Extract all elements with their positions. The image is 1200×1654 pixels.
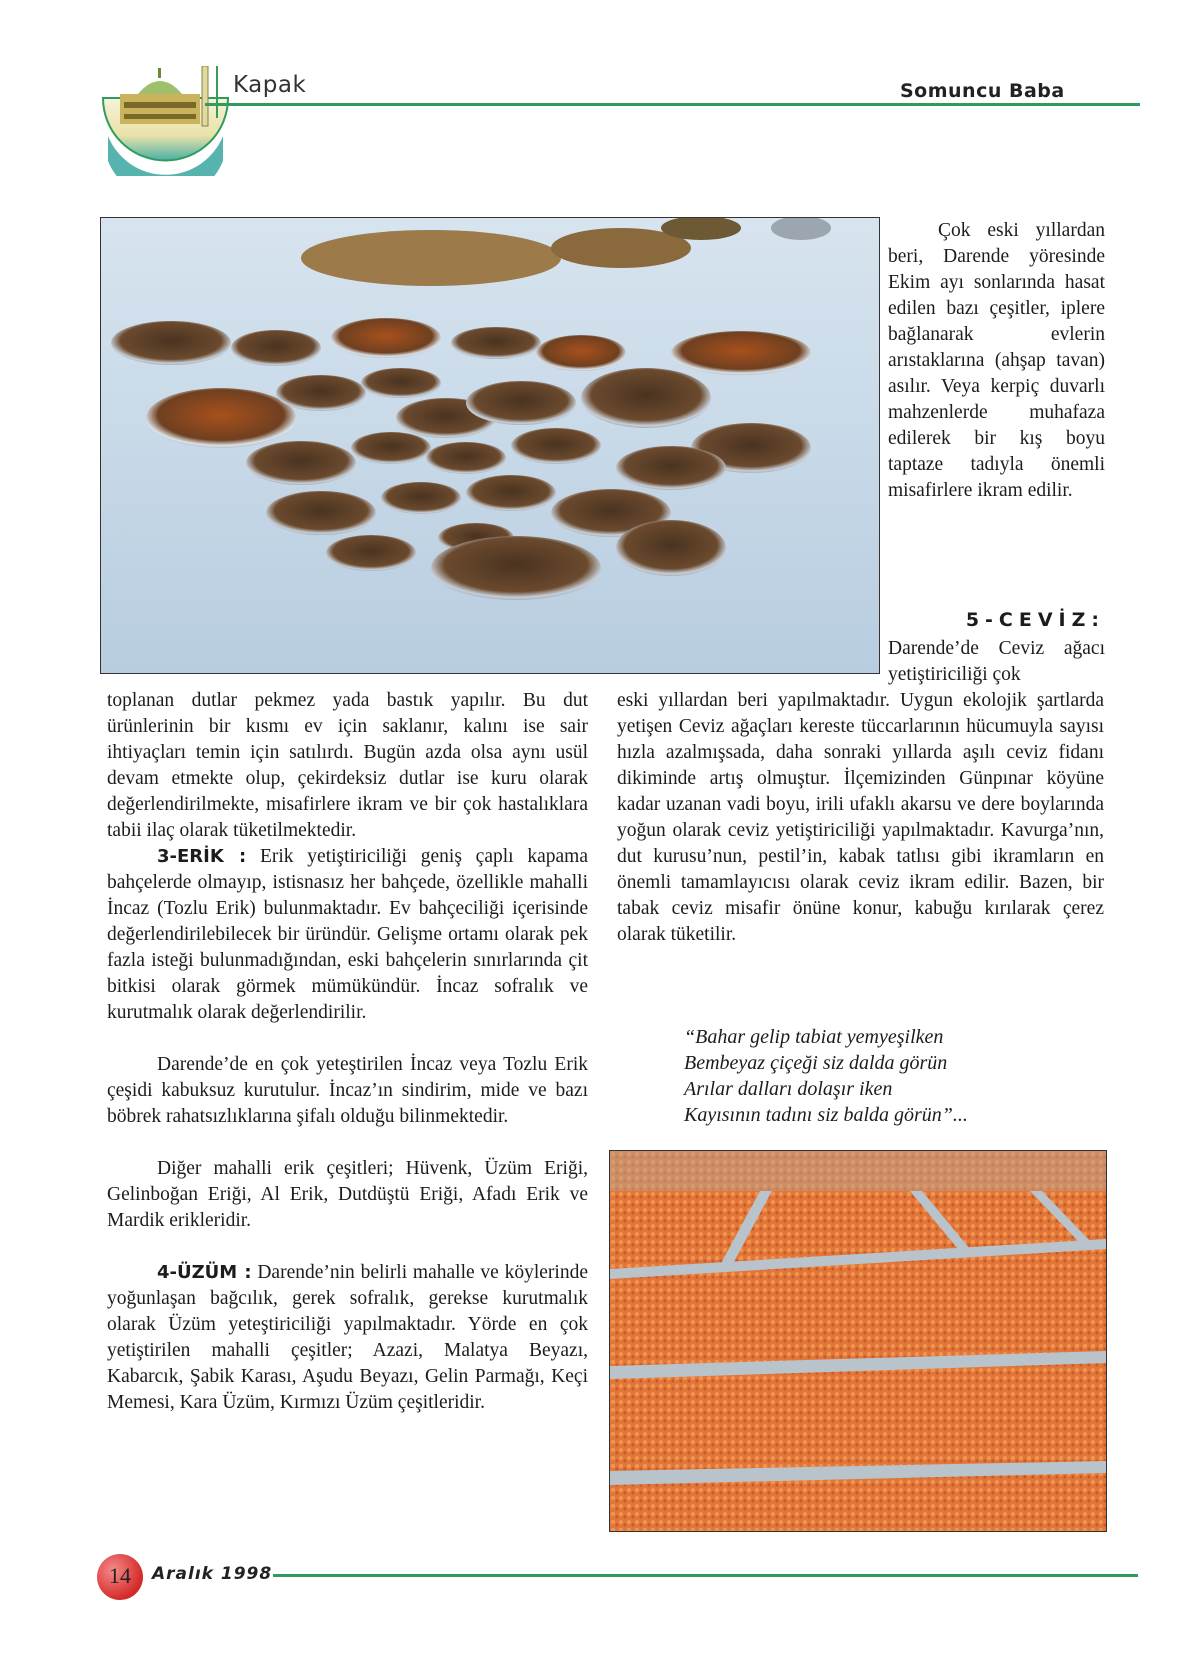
mosque-logo [98,66,233,176]
mulberry-paragraph: toplanan dutlar pekmez yada bastık yapılır. Bu dut ürünlerinin bir kısmı ev için saklanır, kalını ise sair ihtiyaçları temin için satılırdı. Bugün azda olsa aynı usül devam etmekte olup, çekirdeksiz dutlar ise kuru olarak değerlendirilmekte, misafirlere ikram ve bir çok hastalıklara tabii ilaç olarak tüketilmektedir. [107,690,588,841]
poem-line: Bembeyaz çiçeği siz dalda görün [684,1052,948,1074]
uzum-paragraph [107,1260,588,1416]
section-heading-ceviz: 5-CEVİZ: [965,609,1105,631]
poem-line: Kayısının tadını siz balda görün”... [684,1104,968,1126]
ceviz-lead-text: Darende’de Ceviz ağacı yetiştiriciliği çok [888,638,1105,685]
header-tick [216,66,218,118]
erik-paragraph [107,844,588,1026]
poem-line: Arılar dalları dolaşır iken [684,1078,893,1100]
poem-line: “Bahar gelip tabiat yemyeşilken [684,1026,944,1048]
uzum-text: Darende’nin belirli mahalle ve köylerinde yoğunlaşan bağcılık, gerek sofralık, gerekse kurutmalık olarak Üzüm yeteştiriciliği yapılmaktadır. Yörde en çok yetiştirilen mahalli çeşitler; Azazi, Malatya Beyazı, Kabarcık, Şabik Karası, Aşudu Beyazı, Gelin Parmağı, Keçi Memesi, Kara Üzüm, Kırmızı Üzüm çeşitleridir. [107,1262,588,1413]
header-rule [205,103,1140,106]
photo-drying-apricots [609,1150,1107,1532]
uzum-heading: 4-ÜZÜM : [157,1262,252,1283]
section-label: Kapak [233,72,307,98]
magazine-name: Somuncu Baba [900,80,1065,102]
erik-text: Erik yetiştiriciliği geniş çaplı kapama bahçelerde olmayıp, istisnasız her bahçede, özellikle mahalli İncaz (Tozlu Erik) bulunmaktadır. Ev bahçeciliği içerisinde değerlendirilebilecek bir üründür. Gelişme ortamı olarak pek fazla isteği bulunmadığından, eski bahçelerin sınırlarında çit bitkisi olarak görmek mümükündür. İncaz sofralık ve kurutmalık olarak değerlendirilir. [107,846,588,1023]
photo-drying-bowls [100,217,880,674]
issue-date: Aralık 1998 [152,1564,273,1584]
poem [684,1024,1104,1128]
incaz-paragraph: Darende’de en çok yeteştirilen İncaz veya Tozlu Erik çeşidi kabuksuz kurutulur. İncaz’ın sindirim, mide ve bazı böbrek rahatsızlıklarına şifalı olduğu bilinmektedir. [107,1054,588,1127]
left-column [107,688,588,1416]
erik-heading: 3-ERİK : [157,846,247,867]
footer-rule [273,1574,1138,1577]
ceviz-body-text: eski yıllardan beri yapılmaktadır. Uygun ekolojik şartlarda yetişen Ceviz ağaçları kereste tüccarlarının hücumuyla sayısı hızla azalmışsada, daha sonraki yıllarda aşılı ceviz fidanı dikiminde artış olmuştur. İlçemizinden Günpınar köyüne kadar uzanan vadi boyu, irili ufaklı akarsu ve dere boylarında yoğun olarak ceviz yetiştiriciliği yapılmaktadır. Kavurga’nın, dut kurusu’nun, pestil’in, kabak tatlısı gibi ikramların en önemli tamamlayıcısı olarak ceviz ikram edilir. Bazen, bir tabak ceviz misafir önüne konur, kabuğu kırılarak çerez olarak tüketilir. [617,690,1104,945]
page-number: 14 [109,1563,131,1588]
erik-varieties-paragraph: Diğer mahalli erik çeşitleri; Hüvenk, Üzüm Eriği, Gelinboğan Eriği, Al Erik, Dutdüştü Eriği, Afadı Erik ve Mardik erikleridir. [107,1158,588,1231]
intro-paragraph: Çok eski yıllardan beri, Darende yöresinde Ekim ayı sonlarında hasat edilen bazı çeşitler, iplere bağlanarak evlerin arıstaklarına (ahşap tavan) asılır. Veya kerpiç duvarlı mahzenlerde muhafaza edilerek bir kış boyu taptaze tadıyla önemli misafirlere ikram edilir. [888,220,1105,501]
